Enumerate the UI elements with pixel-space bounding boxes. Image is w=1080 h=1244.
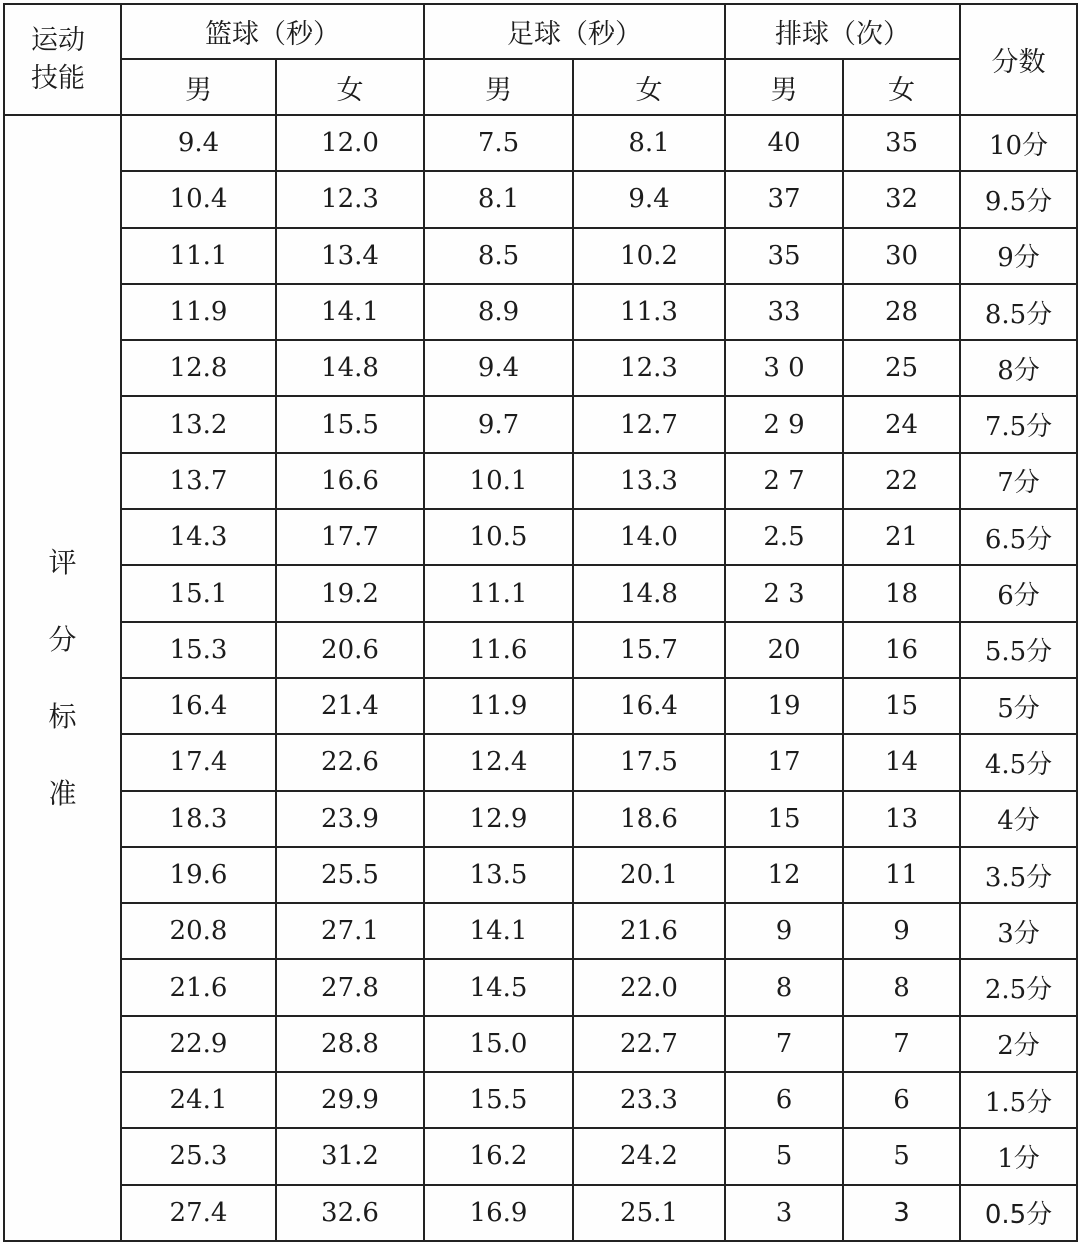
table-body <box>4 115 1077 1241</box>
table-row <box>4 396 1077 452</box>
score-header: 分数 <box>960 4 1077 115</box>
football-male-cell: 13.5 <box>424 847 573 903</box>
volleyball-male-cell: 3 <box>725 1185 843 1241</box>
basketball-male-cell: 11.1 <box>121 228 276 284</box>
group-header-football: 足球（秒） <box>424 4 725 59</box>
football-male-cell: 15.0 <box>424 1016 573 1072</box>
football-female-cell: 8.1 <box>573 115 725 171</box>
volleyball-female-cell: 13 <box>843 791 960 847</box>
table-row <box>4 115 1077 171</box>
basketball-female-cell: 32.6 <box>276 1185 424 1241</box>
basketball-female-cell: 29.9 <box>276 1072 424 1128</box>
table-row <box>4 734 1077 790</box>
score-cell: 6.5分 <box>960 509 1077 565</box>
table-row <box>4 453 1077 509</box>
football-male-cell: 14.5 <box>424 959 573 1015</box>
basketball-male-cell: 10.4 <box>121 171 276 227</box>
football-female-cell: 9.4 <box>573 171 725 227</box>
football-male-cell: 8.1 <box>424 171 573 227</box>
volleyball-female-cell: 8 <box>843 959 960 1015</box>
basketball-female-cell: 28.8 <box>276 1016 424 1072</box>
volleyball-female-cell: 11 <box>843 847 960 903</box>
football-male-cell: 8.5 <box>424 228 573 284</box>
score-cell: 8.5分 <box>960 284 1077 340</box>
basketball-female-cell: 13.4 <box>276 228 424 284</box>
basketball-male-cell: 21.6 <box>121 959 276 1015</box>
gender-header: 女 <box>573 59 725 115</box>
score-cell: 5.5分 <box>960 622 1077 678</box>
basketball-female-cell: 15.5 <box>276 396 424 452</box>
basketball-female-cell: 19.2 <box>276 565 424 621</box>
football-female-cell: 24.2 <box>573 1128 725 1184</box>
football-female-cell: 21.6 <box>573 903 725 959</box>
volleyball-female-cell: 24 <box>843 396 960 452</box>
side-label-char: 分 <box>48 622 77 656</box>
football-male-cell: 12.9 <box>424 791 573 847</box>
basketball-female-cell: 14.8 <box>276 340 424 396</box>
score-cell: 3分 <box>960 903 1077 959</box>
side-label-char: 评 <box>48 545 77 579</box>
side-label-char: 准 <box>48 776 77 810</box>
basketball-male-cell: 12.8 <box>121 340 276 396</box>
score-cell: 8分 <box>960 340 1077 396</box>
football-male-cell: 10.5 <box>424 509 573 565</box>
score-cell: 4.5分 <box>960 734 1077 790</box>
football-female-cell: 14.0 <box>573 509 725 565</box>
football-male-cell: 7.5 <box>424 115 573 171</box>
volleyball-male-cell: 35 <box>725 228 843 284</box>
basketball-male-cell: 11.9 <box>121 284 276 340</box>
volleyball-male-cell: 3 0 <box>725 340 843 396</box>
football-female-cell: 16.4 <box>573 678 725 734</box>
score-cell: 0.5分 <box>960 1185 1077 1241</box>
corner-label-line-1: 运动 <box>31 24 85 56</box>
table-row <box>4 1185 1077 1241</box>
basketball-female-cell: 22.6 <box>276 734 424 790</box>
side-label <box>4 115 121 1241</box>
basketball-female-cell: 12.0 <box>276 115 424 171</box>
score-cell: 1分 <box>960 1128 1077 1184</box>
score-cell: 2.5分 <box>960 959 1077 1015</box>
basketball-male-cell: 25.3 <box>121 1128 276 1184</box>
volleyball-male-cell: 40 <box>725 115 843 171</box>
basketball-male-cell: 13.7 <box>121 453 276 509</box>
score-cell: 2分 <box>960 1016 1077 1072</box>
volleyball-female-cell: 3 <box>843 1185 960 1241</box>
table-row <box>4 1128 1077 1184</box>
basketball-female-cell: 20.6 <box>276 622 424 678</box>
volleyball-male-cell: 2 9 <box>725 396 843 452</box>
score-cell: 5分 <box>960 678 1077 734</box>
football-female-cell: 13.3 <box>573 453 725 509</box>
football-female-cell: 20.1 <box>573 847 725 903</box>
corner-label-line-2: 技能 <box>31 62 85 94</box>
group-header-volleyball: 排球（次） <box>725 4 960 59</box>
volleyball-female-cell: 32 <box>843 171 960 227</box>
volleyball-female-cell: 14 <box>843 734 960 790</box>
basketball-female-cell: 16.6 <box>276 453 424 509</box>
football-female-cell: 12.3 <box>573 340 725 396</box>
volleyball-male-cell: 15 <box>725 791 843 847</box>
basketball-male-cell: 9.4 <box>121 115 276 171</box>
score-cell: 7分 <box>960 453 1077 509</box>
football-female-cell: 17.5 <box>573 734 725 790</box>
gender-header: 男 <box>725 59 843 115</box>
gender-header: 男 <box>424 59 573 115</box>
table-row <box>4 622 1077 678</box>
volleyball-male-cell: 2 7 <box>725 453 843 509</box>
basketball-female-cell: 25.5 <box>276 847 424 903</box>
table-row <box>4 565 1077 621</box>
basketball-male-cell: 22.9 <box>121 1016 276 1072</box>
table-row <box>4 1016 1077 1072</box>
basketball-male-cell: 16.4 <box>121 678 276 734</box>
football-male-cell: 9.7 <box>424 396 573 452</box>
basketball-male-cell: 15.1 <box>121 565 276 621</box>
basketball-male-cell: 14.3 <box>121 509 276 565</box>
basketball-female-cell: 21.4 <box>276 678 424 734</box>
volleyball-male-cell: 5 <box>725 1128 843 1184</box>
table-row <box>4 171 1077 227</box>
football-male-cell: 16.9 <box>424 1185 573 1241</box>
score-cell: 1.5分 <box>960 1072 1077 1128</box>
football-female-cell: 22.0 <box>573 959 725 1015</box>
football-male-cell: 15.5 <box>424 1072 573 1128</box>
volleyball-male-cell: 33 <box>725 284 843 340</box>
volleyball-male-cell: 2.5 <box>725 509 843 565</box>
football-female-cell: 15.7 <box>573 622 725 678</box>
football-male-cell: 11.6 <box>424 622 573 678</box>
football-male-cell: 10.1 <box>424 453 573 509</box>
basketball-female-cell: 27.1 <box>276 903 424 959</box>
volleyball-male-cell: 37 <box>725 171 843 227</box>
volleyball-male-cell: 8 <box>725 959 843 1015</box>
gender-header: 女 <box>843 59 960 115</box>
football-female-cell: 12.7 <box>573 396 725 452</box>
volleyball-male-cell: 9 <box>725 903 843 959</box>
score-cell: 7.5分 <box>960 396 1077 452</box>
score-cell: 9分 <box>960 228 1077 284</box>
volleyball-female-cell: 28 <box>843 284 960 340</box>
score-cell: 3.5分 <box>960 847 1077 903</box>
volleyball-female-cell: 9 <box>843 903 960 959</box>
volleyball-female-cell: 21 <box>843 509 960 565</box>
volleyball-female-cell: 7 <box>843 1016 960 1072</box>
basketball-male-cell: 17.4 <box>121 734 276 790</box>
football-female-cell: 25.1 <box>573 1185 725 1241</box>
table-row <box>4 678 1077 734</box>
basketball-male-cell: 24.1 <box>121 1072 276 1128</box>
football-male-cell: 14.1 <box>424 903 573 959</box>
table-row <box>4 284 1077 340</box>
basketball-female-cell: 14.1 <box>276 284 424 340</box>
corner-header <box>4 4 121 115</box>
football-female-cell: 22.7 <box>573 1016 725 1072</box>
volleyball-male-cell: 19 <box>725 678 843 734</box>
table-row <box>4 228 1077 284</box>
volleyball-male-cell: 7 <box>725 1016 843 1072</box>
football-male-cell: 11.9 <box>424 678 573 734</box>
score-cell: 10分 <box>960 115 1077 171</box>
football-female-cell: 10.2 <box>573 228 725 284</box>
football-male-cell: 12.4 <box>424 734 573 790</box>
score-cell: 6分 <box>960 565 1077 621</box>
football-male-cell: 8.9 <box>424 284 573 340</box>
table-row <box>4 1072 1077 1128</box>
volleyball-female-cell: 35 <box>843 115 960 171</box>
volleyball-female-cell: 6 <box>843 1072 960 1128</box>
basketball-male-cell: 13.2 <box>121 396 276 452</box>
volleyball-male-cell: 6 <box>725 1072 843 1128</box>
volleyball-female-cell: 18 <box>843 565 960 621</box>
basketball-male-cell: 27.4 <box>121 1185 276 1241</box>
side-label-char: 标 <box>48 699 77 733</box>
basketball-male-cell: 15.3 <box>121 622 276 678</box>
gender-header: 女 <box>276 59 424 115</box>
basketball-female-cell: 31.2 <box>276 1128 424 1184</box>
basketball-male-cell: 18.3 <box>121 791 276 847</box>
basketball-female-cell: 17.7 <box>276 509 424 565</box>
volleyball-female-cell: 25 <box>843 340 960 396</box>
basketball-male-cell: 20.8 <box>121 903 276 959</box>
score-table <box>3 3 1078 1242</box>
basketball-male-cell: 19.6 <box>121 847 276 903</box>
football-female-cell: 11.3 <box>573 284 725 340</box>
volleyball-female-cell: 22 <box>843 453 960 509</box>
basketball-female-cell: 27.8 <box>276 959 424 1015</box>
basketball-female-cell: 12.3 <box>276 171 424 227</box>
volleyball-female-cell: 30 <box>843 228 960 284</box>
score-cell: 4分 <box>960 791 1077 847</box>
football-female-cell: 18.6 <box>573 791 725 847</box>
volleyball-male-cell: 20 <box>725 622 843 678</box>
table-row <box>4 903 1077 959</box>
volleyball-male-cell: 17 <box>725 734 843 790</box>
football-male-cell: 16.2 <box>424 1128 573 1184</box>
football-female-cell: 23.3 <box>573 1072 725 1128</box>
score-cell: 9.5分 <box>960 171 1077 227</box>
table-row <box>4 340 1077 396</box>
volleyball-female-cell: 16 <box>843 622 960 678</box>
football-male-cell: 11.1 <box>424 565 573 621</box>
volleyball-female-cell: 5 <box>843 1128 960 1184</box>
basketball-female-cell: 23.9 <box>276 791 424 847</box>
volleyball-male-cell: 2 3 <box>725 565 843 621</box>
table-row <box>4 791 1077 847</box>
football-female-cell: 14.8 <box>573 565 725 621</box>
volleyball-female-cell: 15 <box>843 678 960 734</box>
football-male-cell: 9.4 <box>424 340 573 396</box>
volleyball-male-cell: 12 <box>725 847 843 903</box>
table-row <box>4 959 1077 1015</box>
table-row <box>4 847 1077 903</box>
table-row <box>4 509 1077 565</box>
group-header-basketball: 篮球（秒） <box>121 4 424 59</box>
gender-header: 男 <box>121 59 276 115</box>
